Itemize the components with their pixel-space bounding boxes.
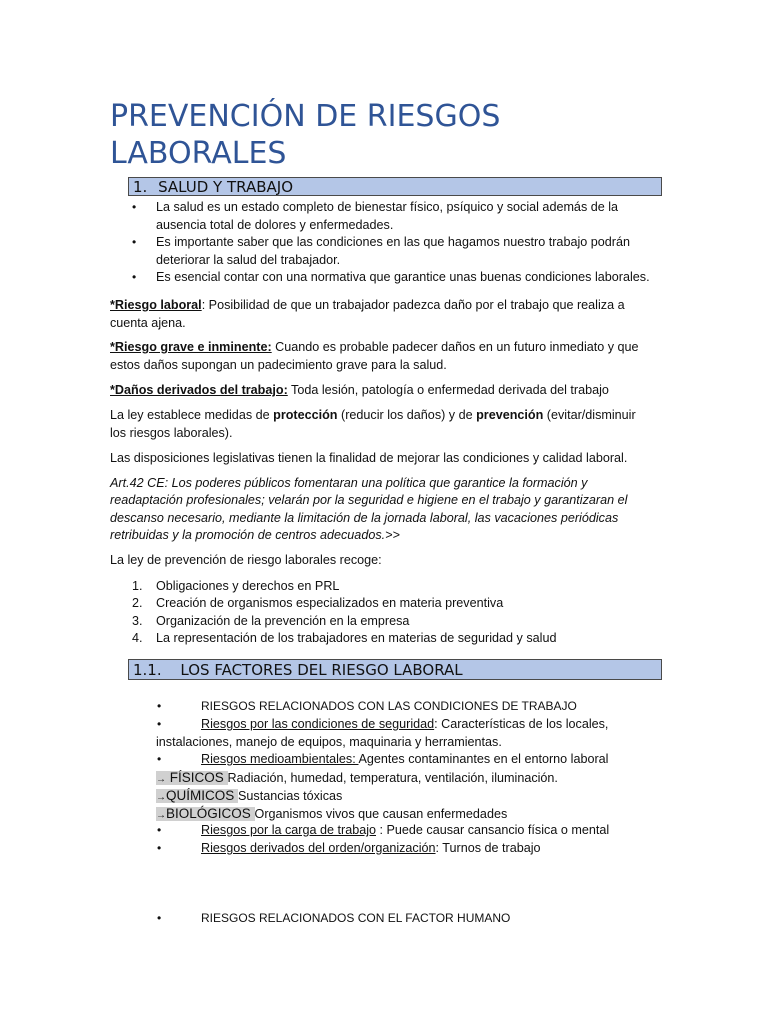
law-paragraph — [110, 407, 636, 425]
article-line: retribuidas y la promoción de centros adecuados.>> — [110, 528, 400, 542]
chemical-factor — [156, 787, 342, 807]
article-line: Art.42 CE: Los poderes públicos fomentaran una política que garantice la formación y — [110, 476, 588, 490]
bullet-text: Es esencial contar con una normativa que garantice unas buenas condiciones laborales. — [156, 270, 650, 284]
bullet-icon: • — [157, 717, 162, 731]
bullet-text: ausencia total de dolores y enfermedades. — [156, 218, 394, 232]
security-text-line2: instalaciones, manejo de equipos, maquinaria y herramientas. — [156, 735, 502, 749]
definition-text: Toda lesión, patología o enfermedad derivada del trabajo — [287, 383, 609, 397]
bullet-text: deteriorar la salud del trabajador. — [156, 253, 341, 267]
bullet-icon: • — [157, 911, 162, 925]
section-label: SALUD Y TRABAJO — [158, 178, 294, 196]
article-line: readaptación profesionales; velarán por la seguridad e higiene en el trabajo y garantizaran el — [110, 493, 628, 507]
workload-risk — [201, 822, 609, 840]
list-number: 1. — [132, 579, 143, 593]
security-risk — [201, 716, 608, 734]
law-text: (reducir los daños) y de — [337, 408, 477, 422]
arrow-icon: → — [156, 774, 166, 785]
chemical-label-highlight — [156, 789, 238, 803]
definition-term: *Riesgo laboral — [110, 298, 202, 312]
list-item: Organización de la prevención en la empresa — [156, 614, 410, 628]
definition-term: *Daños derivados del trabajo: — [110, 383, 288, 397]
org-text: : Turnos de trabajo — [435, 841, 541, 855]
security-text: : Características de los locales, — [434, 717, 609, 731]
law-text: (evitar/disminuir — [543, 408, 636, 422]
bullet-icon: • — [157, 752, 162, 766]
dispositions-paragraph: Las disposiciones legislativas tienen la finalidad de mejorar las condiciones y calidad laboral. — [110, 451, 628, 465]
bullet-icon: • — [132, 270, 137, 284]
bullet-icon: • — [157, 841, 162, 855]
document-title: PREVENCIÓN DE RIESGOS LABORALES — [110, 99, 501, 171]
definition-term: *Riesgo grave e inminente: — [110, 340, 272, 354]
biological-label: BIOLÓGICOS — [166, 806, 255, 821]
definition-text-line2: cuenta ajena. — [110, 316, 186, 330]
env-text: Agentes contaminantes en el entorno laboral — [358, 752, 609, 766]
chemical-label: QUÍMICOS — [166, 788, 239, 803]
physical-label: FÍSICOS — [166, 770, 228, 785]
definition-riesgo-grave — [110, 339, 639, 357]
section-heading-salud-trabajo — [128, 177, 662, 196]
list-item: Obligaciones y derechos en PRL — [156, 579, 340, 593]
org-term: Riesgos derivados del orden/organización — [201, 841, 436, 855]
bullet-icon: • — [132, 235, 137, 249]
bullet-icon: • — [132, 200, 137, 214]
workload-term: Riesgos por la carga de trabajo — [201, 823, 377, 837]
arrow-icon: → — [156, 792, 166, 803]
definition-danos-derivados — [110, 382, 609, 400]
biological-text: Organismos vivos que causan enfermedades — [254, 807, 508, 821]
section-number: 1.1. — [133, 661, 162, 679]
section-label: LOS FACTORES DEL RIESGO LABORAL — [180, 661, 463, 679]
law-bold-prevention: prevención — [476, 408, 544, 422]
workload-text: : Puede causar cansancio física o mental — [376, 823, 610, 837]
bullet-icon: • — [157, 823, 162, 837]
physical-label-highlight — [156, 771, 228, 785]
physical-text: Radiación, humedad, temperatura, ventilación, iluminación. — [227, 771, 558, 785]
security-term: Riesgos por las condiciones de seguridad — [201, 717, 435, 731]
bullet-icon: • — [157, 699, 162, 713]
list-number: 2. — [132, 596, 143, 610]
arrow-icon: → — [156, 810, 166, 821]
env-term: Riesgos medioambientales: — [201, 752, 359, 766]
chemical-text: Sustancias tóxicas — [238, 789, 343, 803]
law-bold-protection: protección — [273, 408, 338, 422]
law-text: La ley establece medidas de — [110, 408, 274, 422]
article-line: descanso necesario, mediante la limitación de la jornada laboral, las vacaciones periódicas — [110, 511, 619, 525]
conditions-title: RIESGOS RELACIONADOS CON LAS CONDICIONES DE TRABAJO — [201, 699, 577, 713]
definition-riesgo-laboral — [110, 297, 625, 315]
law-paragraph-line2: los riesgos laborales). — [110, 426, 233, 440]
definition-text: : Posibilidad de que un trabajador padezca daño por el trabajo que realiza a — [201, 298, 625, 312]
definition-text-line2: estos daños supongan un padecimiento grave para la salud. — [110, 358, 447, 372]
bullet-text: Es importante saber que las condiciones en las que hagamos nuestro trabajo podrán — [156, 235, 630, 249]
list-number: 4. — [132, 631, 143, 645]
list-number: 3. — [132, 614, 143, 628]
biological-label-highlight — [156, 807, 255, 821]
environmental-risk — [201, 751, 608, 769]
physical-factor — [156, 769, 558, 789]
list-item: La representación de los trabajadores en materias de seguridad y salud — [156, 631, 557, 645]
section-heading-factores-riesgo — [128, 659, 662, 680]
law-collects-text: La ley de prevención de riesgo laborales recoge: — [110, 553, 382, 567]
definition-text: Cuando es probable padecer daños en un futuro inmediato y que — [271, 340, 639, 354]
human-factor-title: RIESGOS RELACIONADOS CON EL FACTOR HUMANO — [201, 911, 511, 925]
section-number: 1. — [133, 178, 148, 196]
organization-risk — [201, 840, 541, 858]
bullet-text: La salud es un estado completo de bienestar físico, psíquico y social además de la — [156, 200, 619, 214]
list-item: Creación de organismos especializados en materia preventiva — [156, 596, 504, 610]
